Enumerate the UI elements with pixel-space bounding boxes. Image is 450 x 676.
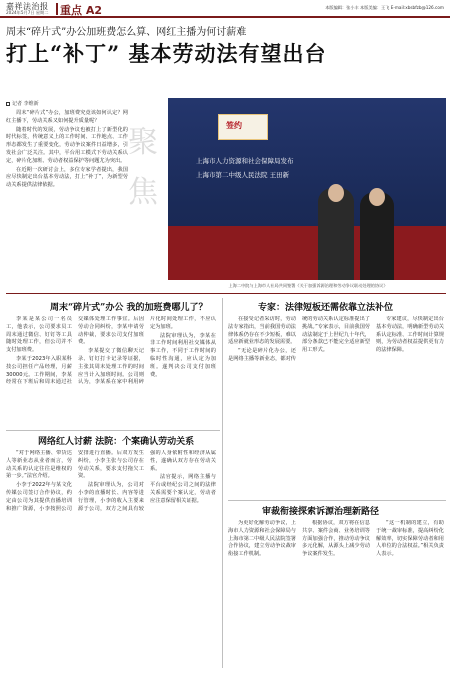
- lead-paragraph: 随着时代的发展，劳动争议也被打上了新型化的时代标签，传统意义上的工作时间、工作地点、工作形态都发生了重要变化，劳动争议案件日益增多，引发社会广泛关注。其中，平台用工模式下劳动关系认定，碎片化加班、劳动者权益保护等问题尤为突出。: [6, 126, 128, 164]
- paragraph: 在接受记者采访时，劳动法专家指出，当前我国劳动法律体系仍存在不少短板，难以适应新就业形态的发展需要。: [228, 316, 296, 346]
- section-divider-left: [6, 430, 220, 431]
- paragraph: 法院审理认为，公司对小李的直播时长、内容等进行管理，小李的收入主要来源于公司，双方之间具有较强的人身依附性和经济从属性，遂确认双方存在劳动关系。: [78, 450, 216, 512]
- lead-paragraph: 周末“碎片式”办公，加班费究竟该如何认定？网红主播下，劳动关系又如何提升质量呢？: [6, 110, 128, 124]
- newspaper-logo: 嘉祥法治报: [6, 2, 49, 11]
- lead-article: [6, 110, 128, 191]
- paragraph: “这一机制的建立，有助于统一裁审标准，提高纠纷化解效率，切实保障劳动者和用人单位的合法权益。”相关负责人表示。: [376, 520, 444, 558]
- paragraph: 法官提示，网络主播与平台或经纪公司之间的法律关系需要个案认定，劳动者应注意保留相关证据。: [150, 474, 216, 504]
- paragraph: “无论是碎片化办公，还是网络主播等新业态，都对传统的劳动关系认定标准提出了挑战。”专家表示，目前我国劳动法制定于上世纪九十年代，部分条款已不能完全适应新型用工形式。: [228, 316, 370, 362]
- paragraph: 为更好化解劳动争议，上海市人力资源和社会保障局与上海市第二中级人民法院签署合作协议，建立劳动争议裁审衔接工作机制。: [228, 520, 296, 558]
- paragraph: 李某提交了微信聊天记录、钉钉打卡记录等证据，主张其周末处理工作的时间应当计入加班时间。公司则认为，李某系在家中利用碎片化时间处理工作，不应认定为加班。: [78, 316, 216, 386]
- paragraph: 小李于2022年与某文化传媒公司签订合作协议，约定由公司为其提供直播培训和推广资源，小李按照公司安排进行直播。后双方发生纠纷，小李主张与公司存在劳动关系，要求支付拖欠工资。: [6, 450, 144, 512]
- section-title-arbitration: 审裁衔接探索诉源治理新路径: [262, 507, 380, 517]
- byline-box-icon: [6, 102, 10, 106]
- masthead: [0, 0, 450, 18]
- section-divider-right: [228, 500, 446, 501]
- section-body-overtime: [6, 316, 216, 426]
- photo-caption: 上海二中院与上海市人社局共同签署《关于加强诉源治理和劳动争议联动处理的协议》: [228, 283, 388, 288]
- section-bar: [56, 3, 58, 15]
- issue-date: 2024年5月7日 星期二: [6, 10, 49, 15]
- person-right-head: [369, 188, 385, 206]
- paragraph: 李某是某公司一名员工，他表示，公司要求员工周末通过微信、钉钉等工具随时处理工作，但公司并不支付加班费。: [6, 316, 72, 354]
- section-body-streamer: [6, 450, 216, 670]
- paragraph: 专家建议，尽快制定出台基本劳动法，明确新型劳动关系认定标准、工作时间计算规则，为劳动者权益提供更有力的法律保障。: [376, 316, 444, 354]
- editor-info: 本版编辑：张小丰 本版美编：王飞 E-mail:xbsbfzb@126.com: [325, 5, 444, 10]
- paragraph: 李某于2023年入职某科技公司担任产品经理，月薪30000元。工作期间，李某经常在下班后和周末通过社交媒体处理工作事宜。后因劳动合同纠纷，李某申请劳动仲裁，要求公司支付加班费。: [6, 316, 144, 386]
- paragraph: “对于网络主播、带货达人等新业态从业者而言，劳动关系的认定往往是维权的第一步。”法官介绍。: [6, 450, 72, 480]
- section-title-legislation: 专家：法律短板还需依靠立法补位: [258, 303, 394, 313]
- section-divider: [6, 293, 446, 294]
- paragraph: 根据协议，双方将在信息共享、案件会商、业务培训等方面加强合作，推动劳动争议多元化解，从源头上减少劳动争议案件发生。: [302, 520, 370, 558]
- kicker: 周末“碎片式”办公加班费怎么算、网红主播为何讨薪难: [6, 27, 247, 38]
- screen-text-2: 上海市第二中级人民法院 王田新: [196, 171, 290, 179]
- section-body-arbitration: [228, 520, 444, 670]
- paragraph: 法院审理认为，李某在非工作时间利用社交媒体从事工作，不同于工作时间的临时性沟通，应认定为加班。遂判决公司支付加班费。: [150, 332, 216, 378]
- lead-paragraph: 在近期一次研讨会上，多位专家学者提出，我国应尽快制定出台基本劳动法，打上“补丁”，为新型劳动关系提供法律依据。: [6, 166, 128, 189]
- byline-text: 记者 李维新: [12, 101, 39, 107]
- section-title-streamer: 网络红人讨薪 法院：个案确认劳动关系: [38, 437, 195, 447]
- person-left-head: [328, 184, 344, 202]
- signing-photo: [168, 98, 446, 280]
- section-label: 重点 A2: [60, 4, 102, 17]
- headline: 打上“补丁” 基本劳动法有望出台: [6, 41, 327, 66]
- byline: [6, 100, 39, 107]
- screen-text-1: 上海市人力资源和社会保障局发布: [196, 157, 294, 165]
- signing-text: 签约: [226, 120, 242, 130]
- column-divider: [222, 298, 223, 668]
- section-title-overtime: 周末“碎片式”办公 我的加班费哪儿了？: [50, 303, 208, 313]
- signing-table: [168, 226, 446, 280]
- section-body-legislation: [228, 316, 444, 496]
- decorative-heading: 聚焦: [128, 125, 158, 210]
